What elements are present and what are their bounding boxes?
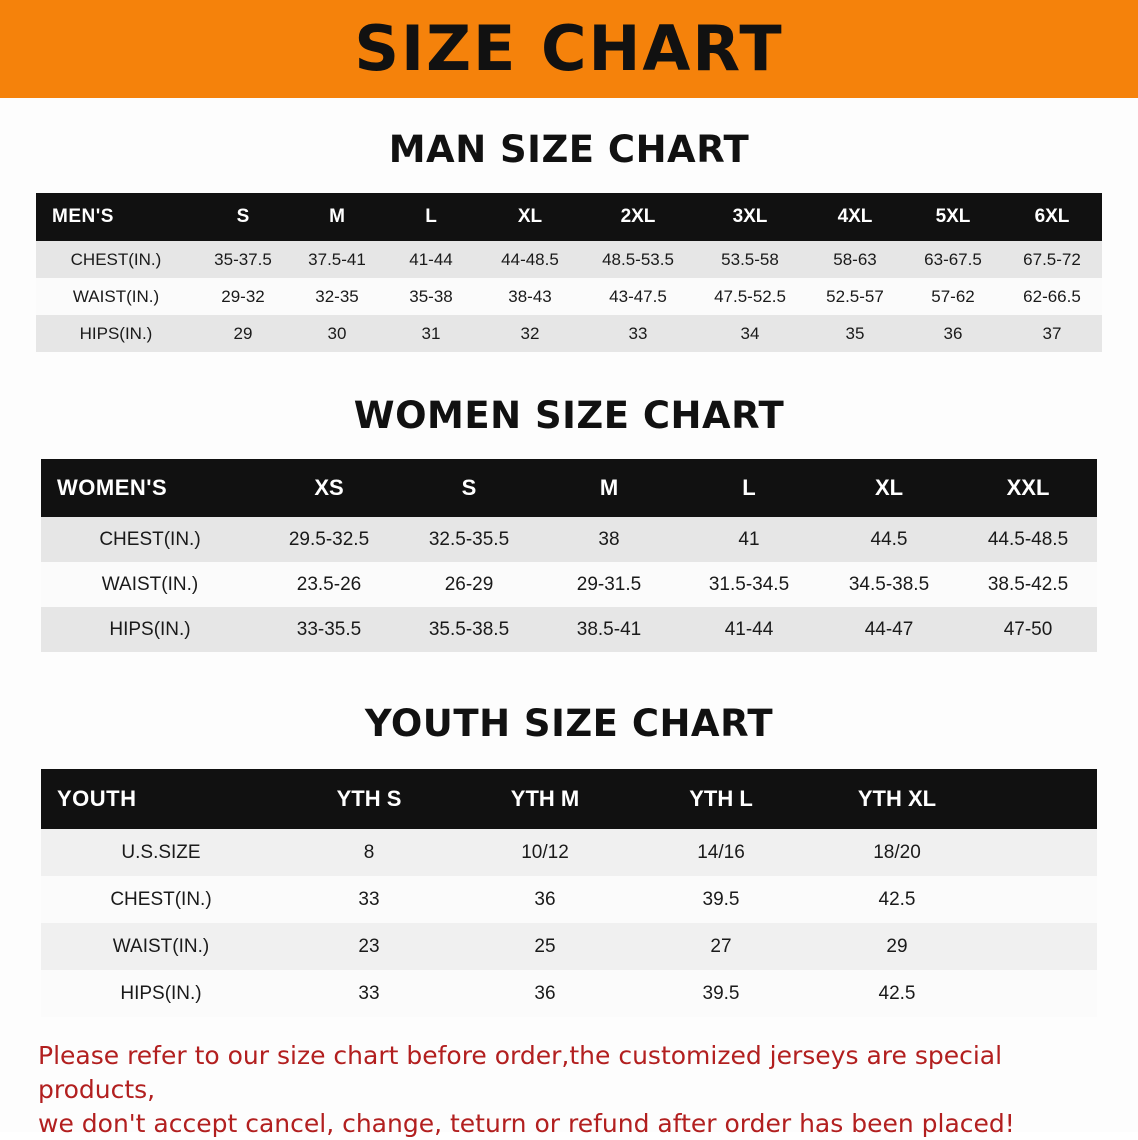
men-header-label: MEN'S <box>36 193 196 241</box>
table-row <box>36 241 1102 278</box>
women-cell: 44.5-48.5 <box>959 517 1097 562</box>
youth-cell: 14/16 <box>633 829 809 876</box>
footer-note-line-2: we don't accept cancel, change, teturn or refund after order has been placed! <box>38 1107 1100 1140</box>
women-row-label: HIPS(IN.) <box>41 607 259 652</box>
men-cell: 48.5-53.5 <box>582 241 694 278</box>
youth-cell: 33 <box>281 970 457 1017</box>
men-cell: 63-67.5 <box>904 241 1002 278</box>
men-cell: 67.5-72 <box>1002 241 1102 278</box>
youth-row-label: CHEST(IN.) <box>41 876 281 923</box>
women-table-header-row <box>41 459 1097 517</box>
men-cell: 35-38 <box>384 278 478 315</box>
women-cell: 33-35.5 <box>259 607 399 652</box>
youth-cell-spacer <box>985 876 1097 923</box>
women-section-title: WOMEN SIZE CHART <box>0 394 1138 437</box>
men-cell: 57-62 <box>904 278 1002 315</box>
youth-header-cell: YTH M <box>457 769 633 829</box>
page-title: SIZE CHART <box>354 18 783 80</box>
men-cell: 52.5-57 <box>806 278 904 315</box>
header-banner <box>0 0 1138 98</box>
table-row <box>41 607 1097 652</box>
women-cell: 41-44 <box>679 607 819 652</box>
footer-note-line-1: Please refer to our size chart before order,the customized jerseys are special products, <box>38 1039 1100 1107</box>
women-header-cell: M <box>539 459 679 517</box>
women-row-label: WAIST(IN.) <box>41 562 259 607</box>
youth-cell: 29 <box>809 923 985 970</box>
women-cell: 23.5-26 <box>259 562 399 607</box>
women-cell: 41 <box>679 517 819 562</box>
youth-cell: 27 <box>633 923 809 970</box>
men-row-label: HIPS(IN.) <box>36 315 196 352</box>
youth-cell: 39.5 <box>633 970 809 1017</box>
women-header-cell: XXL <box>959 459 1097 517</box>
men-cell: 53.5-58 <box>694 241 806 278</box>
women-header-label: WOMEN'S <box>41 459 259 517</box>
women-row-label: CHEST(IN.) <box>41 517 259 562</box>
women-cell: 38.5-41 <box>539 607 679 652</box>
man-section-title: MAN SIZE CHART <box>0 128 1138 171</box>
men-cell: 37 <box>1002 315 1102 352</box>
table-row <box>41 876 1097 923</box>
men-header-cell: 2XL <box>582 193 694 241</box>
men-header-cell: M <box>290 193 384 241</box>
men-cell: 36 <box>904 315 1002 352</box>
table-row <box>41 970 1097 1017</box>
youth-row-label: WAIST(IN.) <box>41 923 281 970</box>
men-header-cell: 3XL <box>694 193 806 241</box>
women-header-cell: XS <box>259 459 399 517</box>
youth-cell: 36 <box>457 970 633 1017</box>
women-cell: 29.5-32.5 <box>259 517 399 562</box>
table-row <box>36 278 1102 315</box>
women-header-cell: S <box>399 459 539 517</box>
youth-cell-spacer <box>985 970 1097 1017</box>
men-row-label: WAIST(IN.) <box>36 278 196 315</box>
women-size-table <box>41 459 1097 652</box>
youth-header-cell: YTH XL <box>809 769 985 829</box>
table-row <box>36 315 1102 352</box>
youth-header-spacer <box>985 769 1097 829</box>
men-cell: 29-32 <box>196 278 290 315</box>
men-cell: 37.5-41 <box>290 241 384 278</box>
youth-header-cell: YTH L <box>633 769 809 829</box>
men-header-cell: L <box>384 193 478 241</box>
women-cell: 26-29 <box>399 562 539 607</box>
table-row <box>41 829 1097 876</box>
youth-header-label: YOUTH <box>41 769 281 829</box>
youth-cell: 25 <box>457 923 633 970</box>
youth-cell: 23 <box>281 923 457 970</box>
men-cell: 32-35 <box>290 278 384 315</box>
youth-cell: 42.5 <box>809 876 985 923</box>
youth-row-label: HIPS(IN.) <box>41 970 281 1017</box>
men-cell: 44-48.5 <box>478 241 582 278</box>
youth-cell: 18/20 <box>809 829 985 876</box>
youth-cell-spacer <box>985 923 1097 970</box>
men-cell: 31 <box>384 315 478 352</box>
youth-cell: 8 <box>281 829 457 876</box>
men-cell: 38-43 <box>478 278 582 315</box>
men-cell: 35-37.5 <box>196 241 290 278</box>
men-header-cell: 6XL <box>1002 193 1102 241</box>
women-cell: 29-31.5 <box>539 562 679 607</box>
men-cell: 34 <box>694 315 806 352</box>
youth-size-table <box>41 769 1097 1017</box>
table-row <box>41 923 1097 970</box>
men-cell: 43-47.5 <box>582 278 694 315</box>
women-cell: 47-50 <box>959 607 1097 652</box>
women-cell: 38 <box>539 517 679 562</box>
youth-cell: 33 <box>281 876 457 923</box>
table-row <box>41 517 1097 562</box>
women-cell: 35.5-38.5 <box>399 607 539 652</box>
men-header-cell: XL <box>478 193 582 241</box>
men-cell: 62-66.5 <box>1002 278 1102 315</box>
men-table-header-row <box>36 193 1102 241</box>
men-cell: 41-44 <box>384 241 478 278</box>
footer-note <box>38 1039 1100 1140</box>
men-cell: 30 <box>290 315 384 352</box>
women-cell: 38.5-42.5 <box>959 562 1097 607</box>
youth-row-label: U.S.SIZE <box>41 829 281 876</box>
men-cell: 29 <box>196 315 290 352</box>
women-cell: 32.5-35.5 <box>399 517 539 562</box>
men-cell: 32 <box>478 315 582 352</box>
youth-section-title: YOUTH SIZE CHART <box>0 702 1138 745</box>
youth-header-cell: YTH S <box>281 769 457 829</box>
men-row-label: CHEST(IN.) <box>36 241 196 278</box>
men-cell: 47.5-52.5 <box>694 278 806 315</box>
women-cell: 31.5-34.5 <box>679 562 819 607</box>
youth-cell: 10/12 <box>457 829 633 876</box>
youth-cell: 42.5 <box>809 970 985 1017</box>
youth-table-header-row <box>41 769 1097 829</box>
women-cell: 34.5-38.5 <box>819 562 959 607</box>
men-cell: 35 <box>806 315 904 352</box>
women-cell: 44-47 <box>819 607 959 652</box>
men-header-cell: 5XL <box>904 193 1002 241</box>
men-header-cell: S <box>196 193 290 241</box>
youth-cell-spacer <box>985 829 1097 876</box>
table-row <box>41 562 1097 607</box>
women-cell: 44.5 <box>819 517 959 562</box>
men-cell: 33 <box>582 315 694 352</box>
men-size-table <box>36 193 1102 352</box>
women-header-cell: L <box>679 459 819 517</box>
men-cell: 58-63 <box>806 241 904 278</box>
women-header-cell: XL <box>819 459 959 517</box>
men-header-cell: 4XL <box>806 193 904 241</box>
youth-cell: 39.5 <box>633 876 809 923</box>
youth-cell: 36 <box>457 876 633 923</box>
